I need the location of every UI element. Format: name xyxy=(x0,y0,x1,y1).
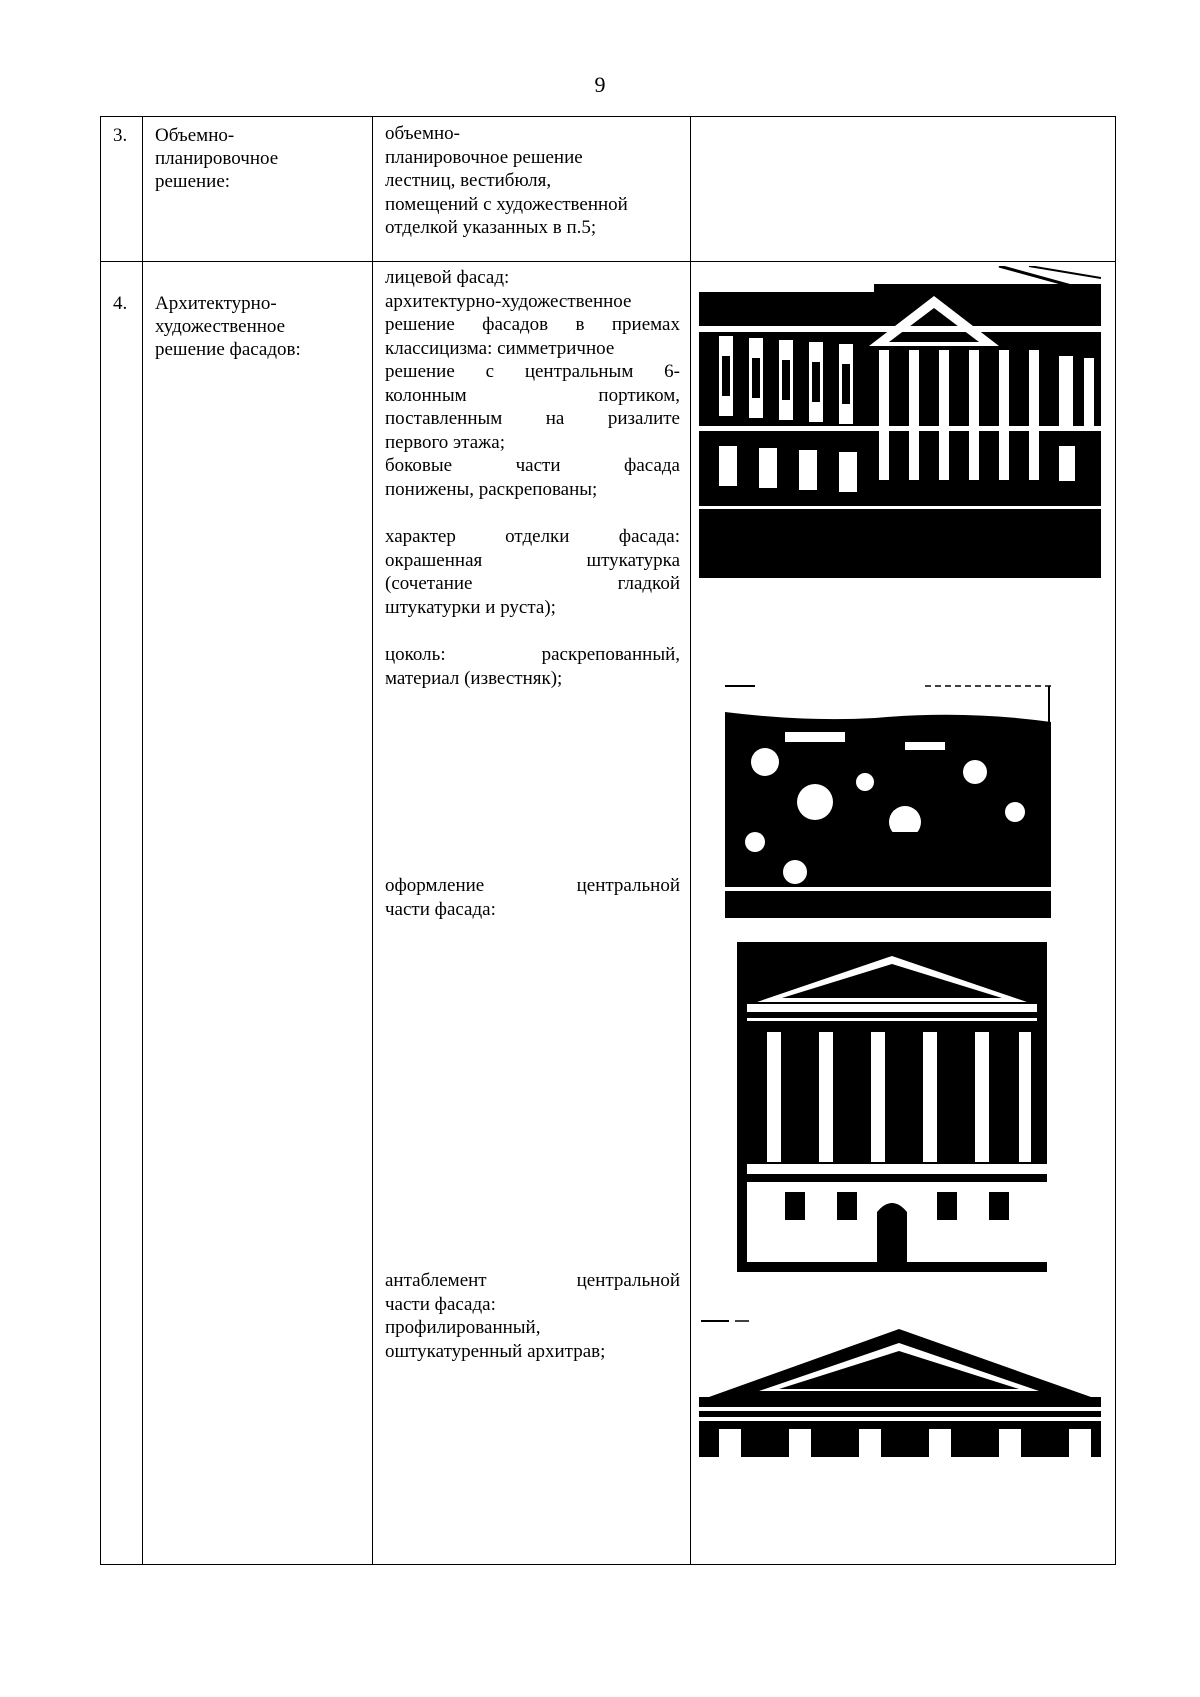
empty-photo-cell xyxy=(691,117,1116,262)
row-description xyxy=(373,262,690,1363)
desc-line: поставленным на ризалите xyxy=(385,408,680,429)
desc-line: цоколь: раскрепованный, xyxy=(385,644,680,665)
desc-line: боковые части фасада xyxy=(385,455,680,476)
entablature-photo xyxy=(699,1317,1101,1457)
desc-line: решение с центральным 6- xyxy=(385,361,680,382)
desc-line: части фасада: xyxy=(385,1293,496,1315)
desc-line: лестниц, вестибюля, xyxy=(385,170,552,191)
desc-line: помещений с художественной xyxy=(385,193,628,215)
desc-line: архитектурно-художественное xyxy=(385,290,632,312)
desc-line: планировочное решение xyxy=(385,146,583,168)
row-number: 4. xyxy=(113,293,128,314)
desc-line: понижены, раскрепованы; xyxy=(385,478,598,500)
desc-line: решение фасадов в приемах xyxy=(385,314,680,335)
desc-line: материал (известняк); xyxy=(385,667,563,689)
desc-line: штукатурки и руста); xyxy=(385,596,556,618)
desc-line: колонным портиком, xyxy=(385,384,680,406)
desc-line: окрашенная штукатурка xyxy=(385,549,680,571)
page-number: 9 xyxy=(594,72,606,97)
desc-line: части фасада: xyxy=(385,898,496,920)
desc-line: характер отделки фасада: xyxy=(385,526,680,547)
row-number: 3. xyxy=(113,125,128,146)
table-row xyxy=(101,262,1116,1565)
desc-line: лицевой фасад: xyxy=(385,267,510,288)
desc-line: антаблемент центральной xyxy=(385,1270,680,1291)
row-label: Архитектурно- художественное решение фасадов: xyxy=(155,293,301,360)
desc-line: отделкой указанных в п.5; xyxy=(385,217,597,238)
desc-line: (сочетание гладкой xyxy=(385,573,680,594)
desc-line: оформление центральной xyxy=(385,875,680,896)
row-description xyxy=(373,117,690,240)
photo-cell xyxy=(691,262,1116,1565)
row-label: Объемно- планировочное решение: xyxy=(155,125,279,192)
desc-line: профилированный, xyxy=(385,1317,541,1338)
desc-line: оштукатуренный архитрав; xyxy=(385,1340,606,1362)
central-portico-photo xyxy=(737,942,1047,1272)
desc-line: классицизма: симметричное xyxy=(385,337,615,359)
desc-line: первого этажа; xyxy=(385,431,505,453)
plinth-photo xyxy=(725,682,1051,918)
monument-description-table xyxy=(100,116,1116,1565)
table-row xyxy=(101,117,1116,262)
main-facade-photo xyxy=(699,266,1101,578)
desc-line: объемно- xyxy=(385,123,460,144)
